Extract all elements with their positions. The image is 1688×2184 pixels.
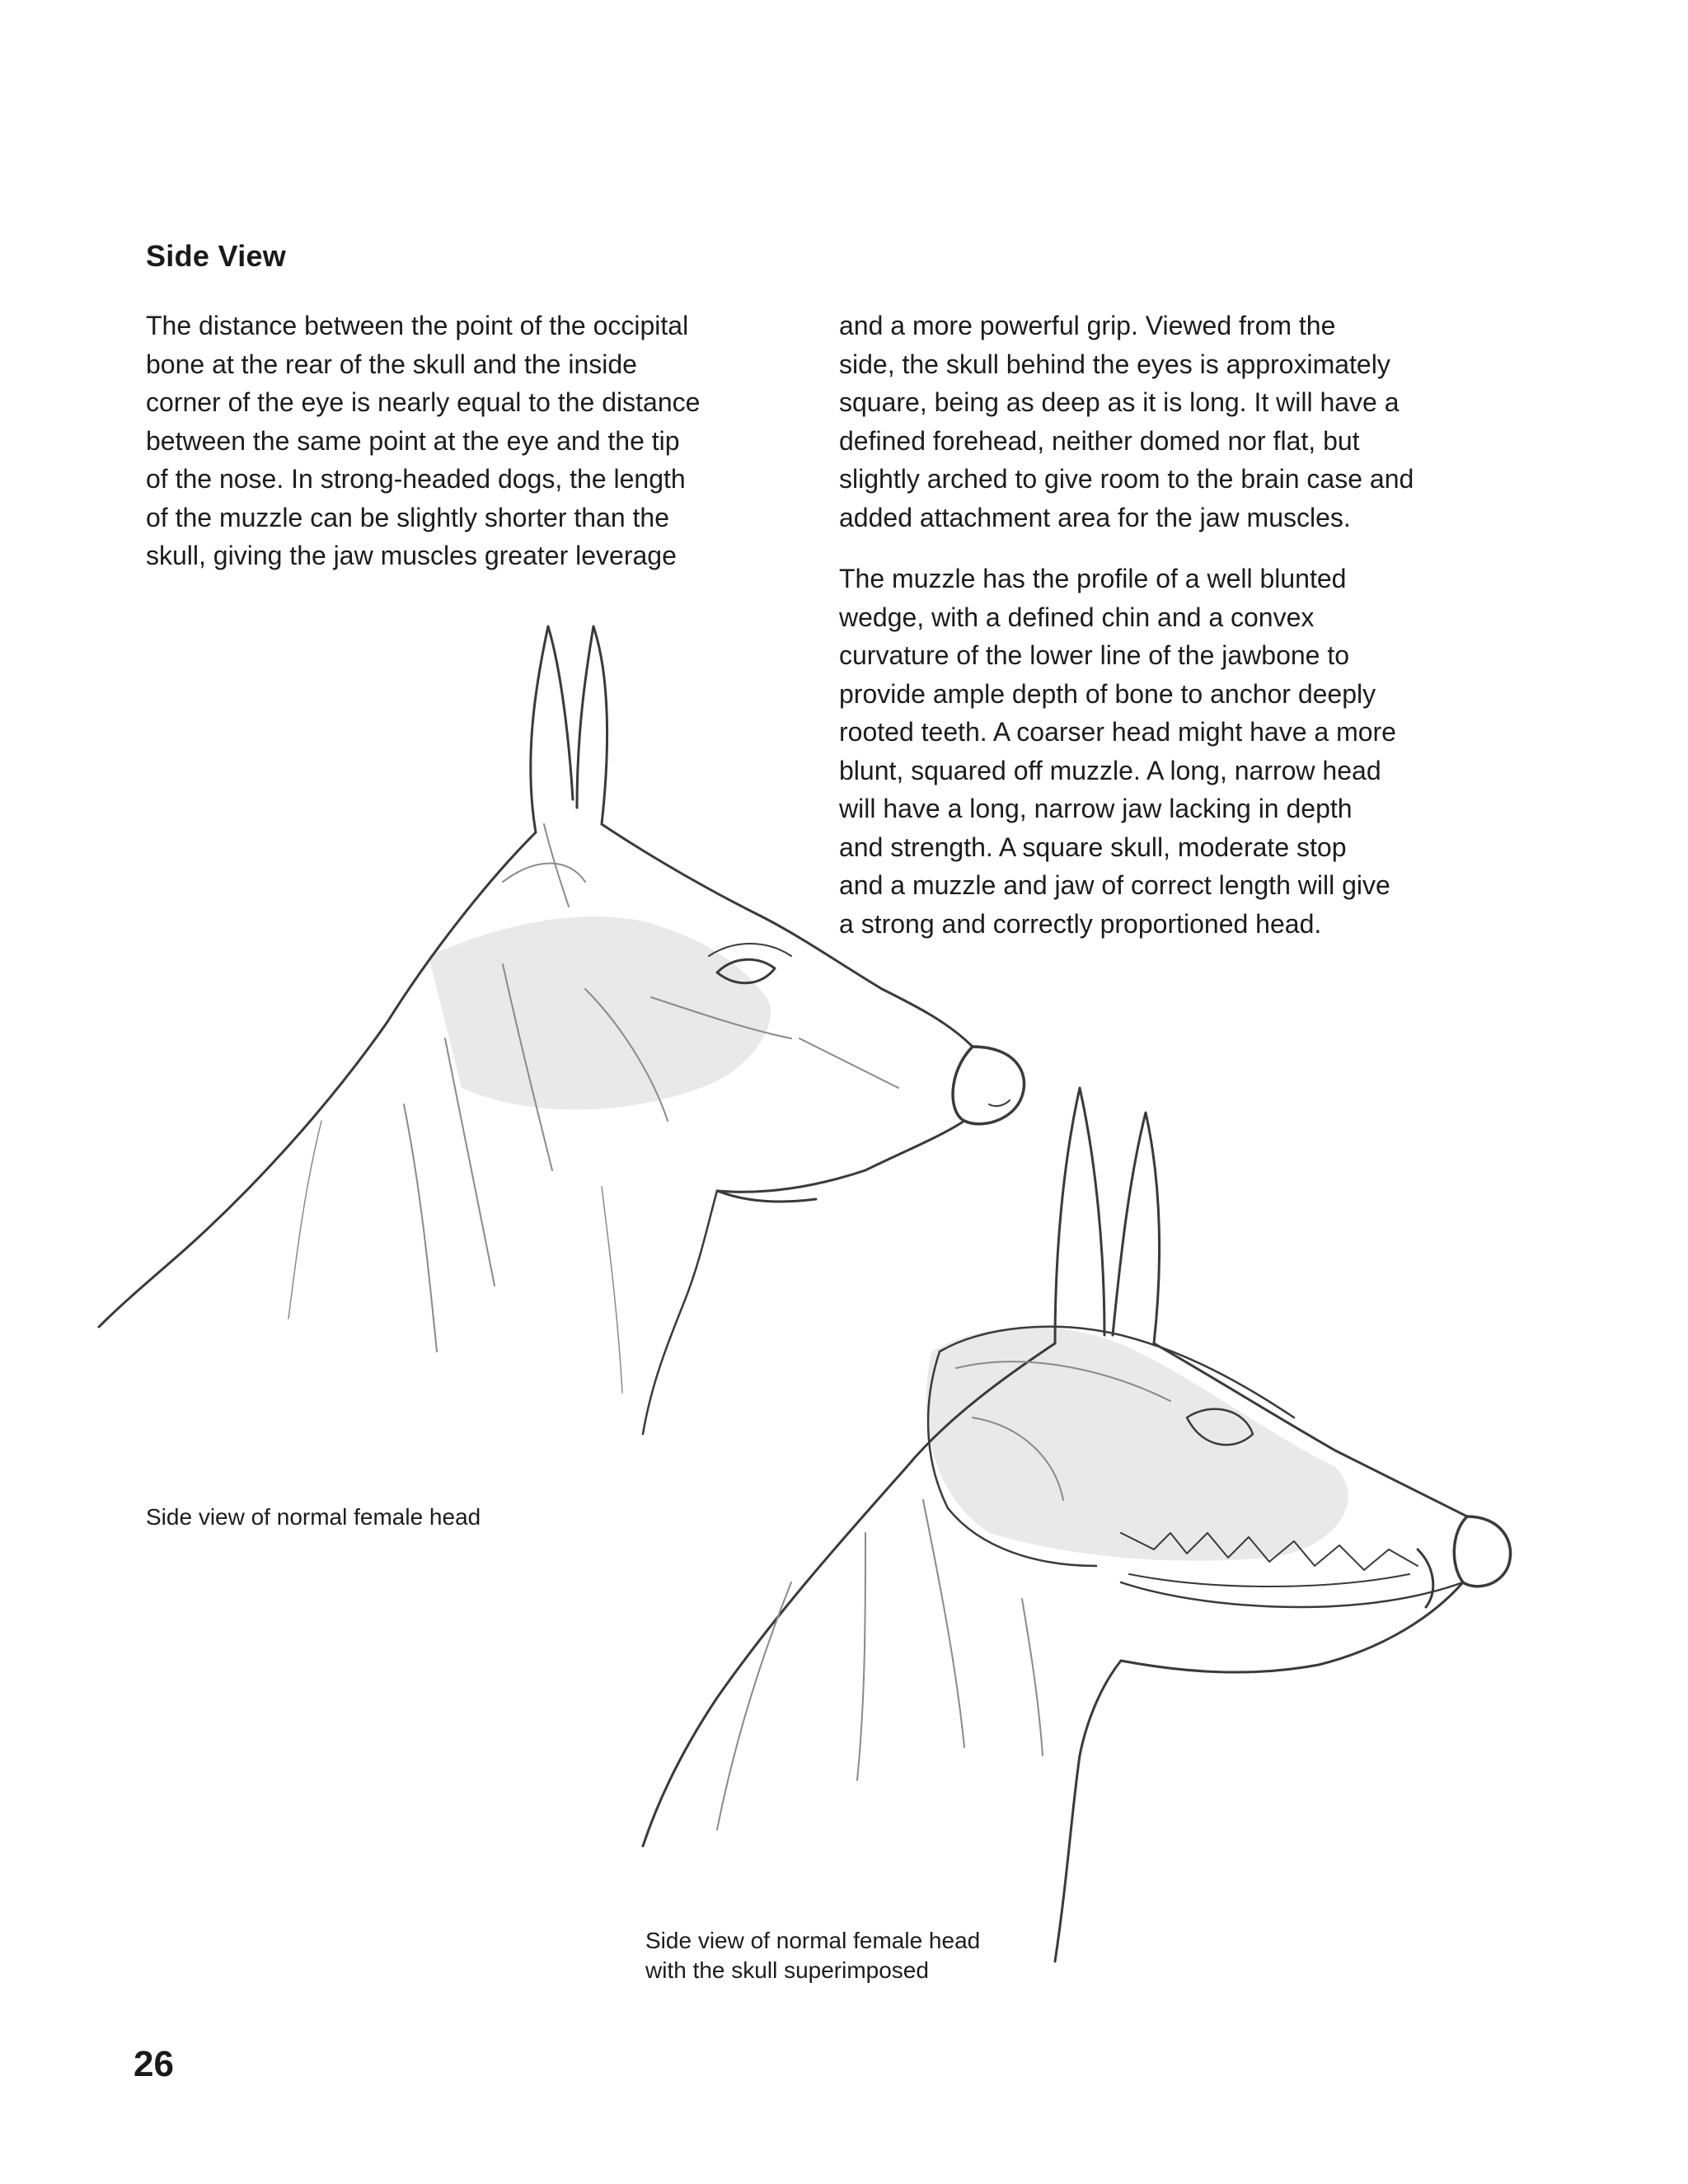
- caption-line: Side view of normal female head: [645, 1928, 981, 1953]
- section-heading: Side View: [146, 239, 287, 273]
- body-paragraph: [146, 307, 739, 575]
- caption-drawing-1: [146, 1502, 481, 1532]
- text-line: blunt, squared off muzzle. A long, narrow head: [839, 755, 1381, 785]
- text-line: square, being as deep as it is long. It will have a: [839, 387, 1400, 417]
- text-line: between the same point at the eye and the tip: [146, 425, 680, 456]
- caption-drawing-2: [645, 1926, 980, 1985]
- text-line: a strong and correctly proportioned head.: [839, 908, 1322, 939]
- dog-skull-superimposed-drawing: [593, 1071, 1541, 1994]
- body-paragraph: [839, 307, 1482, 537]
- text-line: skull, giving the jaw muscles greater leverage: [146, 541, 677, 570]
- text-line: curvature of the lower line of the jawbone to: [839, 640, 1350, 670]
- text-line: and a muzzle and jaw of correct length will give: [839, 870, 1390, 900]
- page-number: 26: [134, 2044, 174, 2084]
- caption-line: with the skull superimposed: [645, 1957, 929, 1983]
- text-line: will have a long, narrow jaw lacking in depth: [839, 794, 1353, 823]
- text-line: corner of the eye is nearly equal to the distance: [146, 387, 701, 417]
- text-line: rooted teeth. A coarser head might have a more: [839, 717, 1396, 747]
- text-line: and strength. A square skull, moderate stop: [839, 832, 1347, 862]
- text-line: of the nose. In strong-headed dogs, the length: [146, 464, 686, 494]
- text-line: provide ample depth of bone to anchor deeply: [839, 678, 1376, 709]
- text-line: wedge, with a defined chin and a convex: [839, 602, 1315, 632]
- dog-skull-sketch-svg: [593, 1071, 1541, 1994]
- text-line: The muzzle has the profile of a well blunted: [839, 564, 1347, 593]
- text-line: side, the skull behind the eyes is approximately: [839, 349, 1390, 379]
- text-line: bone at the rear of the skull and the inside: [146, 349, 637, 379]
- caption-line: Side view of normal female head: [146, 1504, 481, 1530]
- text-line: The distance between the point of the occipital: [146, 311, 689, 340]
- text-line: of the muzzle can be slightly shorter than the: [146, 502, 670, 532]
- text-line: slightly arched to give room to the brain case and: [839, 464, 1414, 494]
- text-line: added attachment area for the jaw muscles.: [839, 502, 1351, 532]
- left-text-column: [146, 307, 739, 575]
- text-line: defined forehead, neither domed nor flat, but: [839, 425, 1360, 456]
- text-line: and a more powerful grip. Viewed from the: [839, 311, 1336, 340]
